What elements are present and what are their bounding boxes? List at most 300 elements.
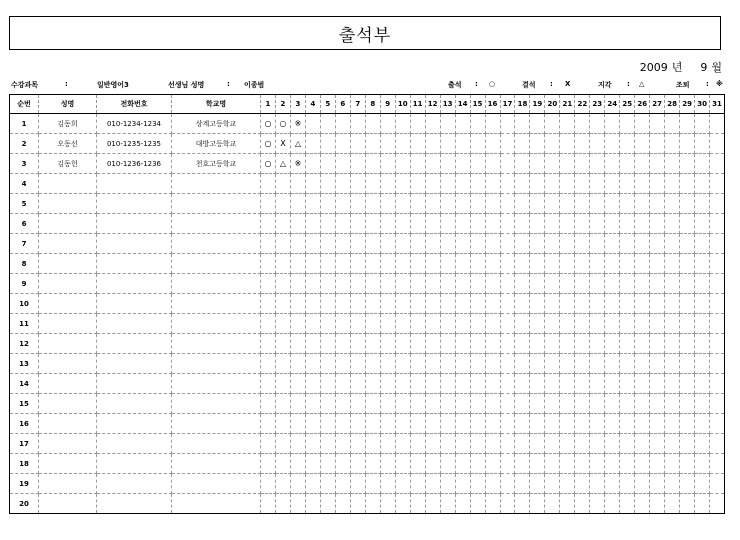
table-row bbox=[10, 194, 725, 214]
attendance-cell bbox=[695, 434, 710, 454]
attendance-cell bbox=[545, 134, 560, 154]
attendance-cell bbox=[440, 434, 455, 454]
attendance-cell bbox=[440, 474, 455, 494]
school-name bbox=[172, 174, 261, 194]
attendance-cell bbox=[455, 394, 470, 414]
attendance-cell bbox=[320, 494, 335, 514]
attendance-cell bbox=[680, 354, 695, 374]
attendance-cell bbox=[305, 214, 320, 234]
header-day: 4 bbox=[305, 95, 320, 114]
attendance-cell bbox=[560, 394, 575, 414]
header-day: 23 bbox=[590, 95, 605, 114]
attendance-cell bbox=[575, 394, 590, 414]
attendance-cell bbox=[665, 254, 680, 274]
attendance-cell bbox=[261, 174, 276, 194]
month-value: 9 bbox=[700, 61, 708, 74]
attendance-cell bbox=[620, 354, 635, 374]
attendance-cell bbox=[410, 314, 425, 334]
attendance-cell bbox=[275, 454, 290, 474]
student-name bbox=[39, 334, 97, 354]
attendance-cell bbox=[261, 414, 276, 434]
attendance-cell bbox=[620, 174, 635, 194]
attendance-cell bbox=[320, 234, 335, 254]
attendance-cell bbox=[275, 474, 290, 494]
attendance-cell bbox=[485, 234, 500, 254]
attendance-cell bbox=[620, 454, 635, 474]
attendance-cell bbox=[635, 234, 650, 254]
attendance-cell bbox=[290, 174, 305, 194]
attendance-cell bbox=[305, 174, 320, 194]
attendance-cell bbox=[605, 314, 620, 334]
attendance-cell bbox=[350, 354, 365, 374]
attendance-cell bbox=[320, 274, 335, 294]
attendance-cell bbox=[320, 414, 335, 434]
attendance-cell bbox=[305, 434, 320, 454]
teacher-sep: : bbox=[227, 80, 230, 88]
attendance-cell: ○ bbox=[261, 154, 276, 174]
attendance-cell bbox=[380, 354, 395, 374]
attendance-cell bbox=[665, 194, 680, 214]
attendance-cell bbox=[500, 394, 515, 414]
attendance-cell bbox=[515, 254, 530, 274]
attendance-cell bbox=[710, 194, 725, 214]
legend-sep: : bbox=[475, 80, 478, 88]
attendance-cell bbox=[261, 354, 276, 374]
school-name bbox=[172, 374, 261, 394]
attendance-cell bbox=[410, 234, 425, 254]
legend-attend-label: 출석 bbox=[448, 81, 462, 89]
teacher-value: 이종범 bbox=[244, 81, 265, 89]
attendance-cell bbox=[380, 174, 395, 194]
attendance-cell bbox=[560, 474, 575, 494]
attendance-cell bbox=[261, 394, 276, 414]
attendance-cell bbox=[350, 274, 365, 294]
attendance-cell bbox=[485, 114, 500, 134]
school-name bbox=[172, 234, 261, 254]
attendance-cell: ○ bbox=[275, 114, 290, 134]
attendance-cell bbox=[320, 354, 335, 374]
attendance-cell bbox=[290, 474, 305, 494]
school-name bbox=[172, 394, 261, 414]
attendance-cell bbox=[320, 254, 335, 274]
table-row bbox=[10, 134, 725, 154]
attendance-cell bbox=[395, 354, 410, 374]
attendance-cell bbox=[605, 374, 620, 394]
attendance-cell bbox=[515, 294, 530, 314]
school-name bbox=[172, 494, 261, 514]
attendance-cell bbox=[305, 394, 320, 414]
attendance-cell bbox=[350, 314, 365, 334]
attendance-cell bbox=[261, 374, 276, 394]
attendance-cell bbox=[650, 194, 665, 214]
attendance-cell bbox=[380, 454, 395, 474]
attendance-cell bbox=[695, 114, 710, 134]
attendance-cell bbox=[695, 394, 710, 414]
course-label: 수강과목 bbox=[11, 81, 39, 89]
attendance-cell bbox=[530, 414, 545, 434]
attendance-cell bbox=[710, 234, 725, 254]
attendance-cell bbox=[710, 494, 725, 514]
attendance-cell bbox=[261, 214, 276, 234]
student-name: 오동선 bbox=[39, 134, 97, 154]
attendance-cell bbox=[455, 214, 470, 234]
attendance-table bbox=[9, 94, 725, 514]
phone-number: 010-1235-1235 bbox=[97, 134, 172, 154]
attendance-cell bbox=[350, 474, 365, 494]
attendance-cell bbox=[305, 454, 320, 474]
attendance-cell bbox=[290, 254, 305, 274]
attendance-cell bbox=[500, 434, 515, 454]
attendance-cell bbox=[635, 354, 650, 374]
attendance-cell bbox=[470, 434, 485, 454]
attendance-cell bbox=[455, 194, 470, 214]
attendance-cell bbox=[275, 394, 290, 414]
attendance-cell bbox=[575, 294, 590, 314]
attendance-cell bbox=[575, 254, 590, 274]
attendance-cell bbox=[530, 314, 545, 334]
attendance-cell bbox=[261, 334, 276, 354]
legend-early-label: 조퇴 bbox=[676, 81, 690, 89]
legend-late-symbol: △ bbox=[639, 80, 645, 88]
attendance-cell bbox=[710, 394, 725, 414]
attendance-cell bbox=[680, 334, 695, 354]
attendance-cell bbox=[380, 414, 395, 434]
student-name bbox=[39, 234, 97, 254]
attendance-cell bbox=[425, 374, 440, 394]
attendance-cell bbox=[650, 214, 665, 234]
phone-number bbox=[97, 434, 172, 454]
attendance-cell bbox=[470, 474, 485, 494]
attendance-cell bbox=[470, 254, 485, 274]
attendance-cell bbox=[290, 294, 305, 314]
attendance-cell bbox=[410, 494, 425, 514]
attendance-cell bbox=[380, 294, 395, 314]
attendance-cell bbox=[515, 334, 530, 354]
student-name bbox=[39, 274, 97, 294]
attendance-cell bbox=[275, 214, 290, 234]
attendance-cell bbox=[680, 274, 695, 294]
attendance-cell bbox=[605, 434, 620, 454]
attendance-cell bbox=[590, 294, 605, 314]
school-name bbox=[172, 294, 261, 314]
attendance-cell bbox=[425, 214, 440, 234]
attendance-cell bbox=[290, 314, 305, 334]
attendance-cell bbox=[605, 394, 620, 414]
attendance-cell bbox=[635, 314, 650, 334]
attendance-cell bbox=[275, 354, 290, 374]
attendance-cell bbox=[500, 454, 515, 474]
attendance-cell bbox=[620, 314, 635, 334]
attendance-cell bbox=[635, 154, 650, 174]
attendance-cell bbox=[365, 294, 380, 314]
attendance-cell bbox=[320, 194, 335, 214]
attendance-cell bbox=[455, 374, 470, 394]
attendance-cell bbox=[515, 234, 530, 254]
attendance-cell bbox=[380, 394, 395, 414]
phone-number bbox=[97, 454, 172, 474]
attendance-cell bbox=[395, 314, 410, 334]
attendance-cell bbox=[365, 314, 380, 334]
attendance-cell bbox=[650, 254, 665, 274]
attendance-cell bbox=[680, 194, 695, 214]
row-number: 14 bbox=[10, 374, 39, 394]
attendance-cell bbox=[425, 314, 440, 334]
school-name: 천호고등학교 bbox=[172, 154, 261, 174]
row-number: 1 bbox=[10, 114, 39, 134]
attendance-cell bbox=[455, 334, 470, 354]
attendance-cell bbox=[485, 154, 500, 174]
table-row bbox=[10, 114, 725, 134]
attendance-cell bbox=[605, 114, 620, 134]
attendance-cell bbox=[680, 134, 695, 154]
attendance-cell bbox=[680, 294, 695, 314]
attendance-cell bbox=[275, 414, 290, 434]
attendance-cell bbox=[590, 134, 605, 154]
attendance-cell bbox=[500, 114, 515, 134]
attendance-cell bbox=[710, 454, 725, 474]
attendance-cell bbox=[350, 374, 365, 394]
attendance-cell bbox=[425, 474, 440, 494]
attendance-cell bbox=[365, 414, 380, 434]
attendance-cell bbox=[605, 194, 620, 214]
attendance-cell bbox=[380, 334, 395, 354]
attendance-cell bbox=[335, 194, 350, 214]
table-row bbox=[10, 394, 725, 414]
attendance-cell bbox=[440, 114, 455, 134]
attendance-cell bbox=[335, 354, 350, 374]
header-day: 15 bbox=[470, 95, 485, 114]
attendance-cell bbox=[335, 334, 350, 354]
attendance-cell bbox=[590, 174, 605, 194]
attendance-cell bbox=[560, 114, 575, 134]
header-day: 6 bbox=[335, 95, 350, 114]
attendance-cell bbox=[665, 154, 680, 174]
attendance-cell bbox=[560, 374, 575, 394]
attendance-cell bbox=[395, 254, 410, 274]
attendance-cell bbox=[335, 154, 350, 174]
attendance-cell bbox=[335, 274, 350, 294]
attendance-cell bbox=[515, 374, 530, 394]
attendance-cell bbox=[290, 234, 305, 254]
legend-sep: : bbox=[627, 80, 630, 88]
header-day: 7 bbox=[350, 95, 365, 114]
attendance-cell bbox=[620, 114, 635, 134]
attendance-cell bbox=[395, 134, 410, 154]
attendance-cell bbox=[635, 394, 650, 414]
attendance-cell bbox=[275, 374, 290, 394]
attendance-cell bbox=[380, 374, 395, 394]
student-name bbox=[39, 434, 97, 454]
attendance-cell bbox=[365, 374, 380, 394]
attendance-cell bbox=[635, 434, 650, 454]
attendance-cell bbox=[695, 194, 710, 214]
attendance-cell bbox=[650, 474, 665, 494]
attendance-cell bbox=[710, 134, 725, 154]
attendance-cell bbox=[620, 414, 635, 434]
attendance-cell bbox=[590, 494, 605, 514]
header-day: 28 bbox=[665, 95, 680, 114]
attendance-cell bbox=[365, 134, 380, 154]
attendance-cell bbox=[305, 194, 320, 214]
attendance-cell bbox=[335, 434, 350, 454]
attendance-cell bbox=[590, 434, 605, 454]
attendance-cell bbox=[590, 194, 605, 214]
attendance-cell bbox=[305, 134, 320, 154]
attendance-cell bbox=[620, 494, 635, 514]
table-row bbox=[10, 294, 725, 314]
attendance-cell bbox=[261, 314, 276, 334]
phone-number bbox=[97, 474, 172, 494]
row-number: 10 bbox=[10, 294, 39, 314]
attendance-cell bbox=[650, 174, 665, 194]
attendance-cell bbox=[605, 454, 620, 474]
attendance-cell bbox=[440, 174, 455, 194]
phone-number bbox=[97, 414, 172, 434]
attendance-cell bbox=[365, 274, 380, 294]
student-name bbox=[39, 314, 97, 334]
school-name bbox=[172, 214, 261, 234]
attendance-cell bbox=[530, 194, 545, 214]
attendance-cell bbox=[275, 254, 290, 274]
attendance-cell bbox=[680, 174, 695, 194]
attendance-cell bbox=[275, 294, 290, 314]
attendance-cell bbox=[410, 374, 425, 394]
attendance-cell: ○ bbox=[261, 134, 276, 154]
attendance-cell bbox=[665, 434, 680, 454]
attendance-cell bbox=[365, 394, 380, 414]
attendance-cell bbox=[635, 414, 650, 434]
row-number: 8 bbox=[10, 254, 39, 274]
attendance-cell bbox=[665, 474, 680, 494]
date-line bbox=[640, 59, 722, 75]
attendance-cell bbox=[395, 234, 410, 254]
attendance-cell bbox=[261, 194, 276, 214]
legend-early-symbol: ※ bbox=[716, 80, 723, 88]
attendance-cell bbox=[290, 374, 305, 394]
table-row bbox=[10, 254, 725, 274]
header-day: 20 bbox=[545, 95, 560, 114]
attendance-cell bbox=[695, 214, 710, 234]
attendance-cell bbox=[470, 494, 485, 514]
attendance-cell bbox=[425, 294, 440, 314]
row-number: 6 bbox=[10, 214, 39, 234]
row-number: 20 bbox=[10, 494, 39, 514]
attendance-cell bbox=[365, 234, 380, 254]
attendance-cell bbox=[560, 234, 575, 254]
school-name bbox=[172, 254, 261, 274]
attendance-cell bbox=[335, 314, 350, 334]
attendance-cell bbox=[590, 474, 605, 494]
attendance-cell bbox=[305, 154, 320, 174]
header-day: 13 bbox=[440, 95, 455, 114]
attendance-cell bbox=[425, 414, 440, 434]
attendance-cell bbox=[395, 294, 410, 314]
attendance-cell bbox=[335, 174, 350, 194]
attendance-cell bbox=[470, 454, 485, 474]
attendance-cell bbox=[485, 354, 500, 374]
row-number: 15 bbox=[10, 394, 39, 414]
attendance-cell bbox=[500, 354, 515, 374]
student-name bbox=[39, 194, 97, 214]
table-row bbox=[10, 374, 725, 394]
attendance-cell bbox=[395, 154, 410, 174]
row-number: 11 bbox=[10, 314, 39, 334]
attendance-cell bbox=[485, 294, 500, 314]
attendance-cell bbox=[605, 354, 620, 374]
attendance-cell bbox=[680, 114, 695, 134]
attendance-cell bbox=[365, 174, 380, 194]
attendance-cell bbox=[530, 394, 545, 414]
year-unit: 년 bbox=[671, 61, 683, 74]
student-name bbox=[39, 414, 97, 434]
attendance-cell bbox=[665, 274, 680, 294]
attendance-cell bbox=[605, 334, 620, 354]
attendance-cell bbox=[650, 494, 665, 514]
phone-number bbox=[97, 214, 172, 234]
phone-number bbox=[97, 334, 172, 354]
attendance-cell bbox=[545, 414, 560, 434]
row-number: 9 bbox=[10, 274, 39, 294]
attendance-cell bbox=[290, 494, 305, 514]
attendance-cell bbox=[635, 134, 650, 154]
attendance-cell bbox=[515, 494, 530, 514]
attendance-cell bbox=[455, 234, 470, 254]
table-row bbox=[10, 354, 725, 374]
attendance-cell bbox=[365, 154, 380, 174]
attendance-cell bbox=[485, 434, 500, 454]
attendance-cell bbox=[410, 294, 425, 314]
attendance-cell bbox=[380, 434, 395, 454]
attendance-cell bbox=[635, 494, 650, 514]
header-day: 10 bbox=[395, 95, 410, 114]
attendance-cell bbox=[590, 394, 605, 414]
attendance-cell bbox=[425, 354, 440, 374]
attendance-cell bbox=[470, 234, 485, 254]
attendance-cell bbox=[590, 334, 605, 354]
attendance-cell bbox=[275, 194, 290, 214]
attendance-cell bbox=[440, 234, 455, 254]
attendance-cell bbox=[665, 294, 680, 314]
attendance-cell bbox=[665, 354, 680, 374]
attendance-cell bbox=[395, 174, 410, 194]
attendance-cell bbox=[560, 354, 575, 374]
attendance-cell bbox=[635, 254, 650, 274]
attendance-cell bbox=[590, 354, 605, 374]
attendance-cell bbox=[635, 374, 650, 394]
student-name: 김동헌 bbox=[39, 154, 97, 174]
student-name bbox=[39, 494, 97, 514]
attendance-cell bbox=[470, 174, 485, 194]
student-name bbox=[39, 174, 97, 194]
attendance-cell bbox=[560, 334, 575, 354]
attendance-cell bbox=[650, 434, 665, 454]
phone-number bbox=[97, 234, 172, 254]
attendance-cell bbox=[500, 414, 515, 434]
attendance-cell bbox=[440, 394, 455, 414]
header-name: 성명 bbox=[39, 95, 97, 114]
attendance-cell bbox=[350, 434, 365, 454]
attendance-cell bbox=[425, 394, 440, 414]
attendance-cell bbox=[620, 434, 635, 454]
row-number: 16 bbox=[10, 414, 39, 434]
attendance-cell bbox=[485, 414, 500, 434]
header-day: 9 bbox=[380, 95, 395, 114]
school-name bbox=[172, 194, 261, 214]
attendance-cell bbox=[380, 114, 395, 134]
attendance-cell bbox=[680, 314, 695, 334]
info-line bbox=[9, 80, 721, 94]
attendance-cell bbox=[425, 154, 440, 174]
